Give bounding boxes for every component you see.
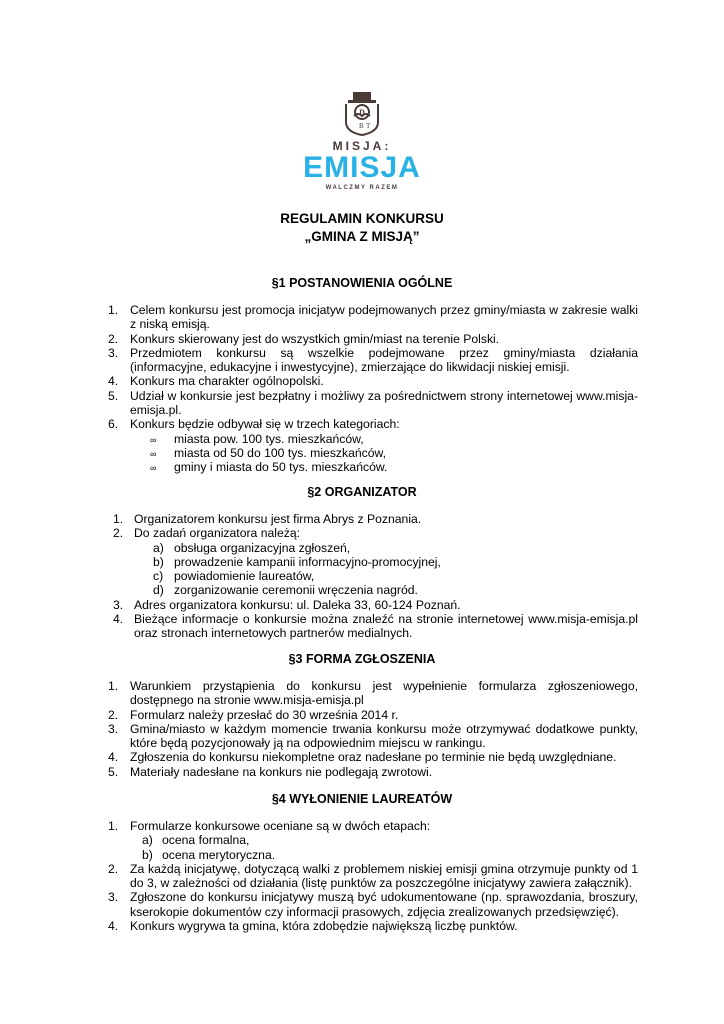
sub-item-mark: b) [153, 554, 164, 569]
list-item [0, 819, 724, 833]
logo-tagline: WALCZMY RAZEM [325, 185, 399, 191]
list-item [0, 512, 724, 526]
infinity-bullet-icon: ∞ [150, 434, 157, 445]
item-text: Konkurs wygrywa ta gmina, która zdobędzie największą liczbę punktów. [130, 919, 518, 934]
title-line-2: „GMINA Z MISJĄ” [304, 229, 420, 244]
sub-item-mark: d) [153, 583, 164, 598]
section-4-list [0, 819, 724, 933]
sub-item-text: ocena merytoryczna. [162, 847, 276, 862]
section-3-list [0, 679, 724, 779]
item-text: Do zadań organizatora należą: [134, 526, 300, 541]
sub-item [0, 541, 724, 555]
list-item [0, 890, 724, 919]
section-4-heading: §4 WYŁONIENIE LAUREATÓW [271, 792, 453, 806]
list-item [0, 612, 724, 641]
category-bullet [0, 446, 724, 460]
item-text: Udział w konkursie jest bezpłatny i możliwy za pośrednictwem strony internetowej www.misja-emisja.pl. [130, 388, 638, 418]
item-text: Warunkiem przystąpienia do konkursu jest wypełnienie formularza zgłoszeniowego, dostępnego na stronie www.misja-emisja.pl [130, 679, 638, 708]
item-number: 6. [108, 417, 119, 432]
item-number: 4. [108, 750, 119, 765]
item-text: Przedmiotem konkursu są wszelkie podejmowane przez gminy/miasta działania (informacyjne, edukacyjne i inwestycyjne), zmierzające do likwidacji niskiej emisji. [130, 345, 638, 375]
logo-top-text: MISJA: [332, 139, 392, 153]
list-item [0, 374, 724, 388]
item-text: Bieżące informacje o konkursie można znaleźć na stronie internetowej www.misja-emisja.pl oraz stronach internetowych partnerów medialnych. [134, 612, 638, 641]
list-item [0, 679, 724, 708]
item-text: Konkurs skierowany jest do wszystkich gmin/miast na terenie Polski. [130, 331, 500, 346]
list-item [0, 332, 724, 346]
item-number: 4. [108, 374, 119, 389]
item-text: Zgłoszenia do konkursu niekompletne oraz nadesłane po terminie nie będą uwzględniane. [130, 750, 617, 765]
item-number: 1. [108, 679, 119, 693]
svg-text:D: D [359, 108, 365, 117]
sub-item-mark: b) [142, 847, 153, 862]
list-item [0, 765, 724, 779]
category-bullet [0, 432, 724, 446]
item-number: 5. [108, 764, 119, 779]
infinity-bullet-icon: ∞ [150, 448, 157, 459]
sub-item-text: zorganizowanie ceremonii wręczenia nagród. [174, 583, 418, 598]
item-text: Konkurs ma charakter ogólnopolski. [130, 374, 324, 389]
sub-item-text: powiadomienie laureatów, [174, 569, 315, 584]
sub-item-mark: a) [142, 833, 153, 848]
section-1-list [0, 303, 724, 475]
sub-item-text: obsługa organizacyjna zgłoszeń, [174, 540, 351, 555]
item-number: 3. [113, 597, 124, 612]
item-number: 3. [108, 345, 119, 360]
section-2-list [0, 512, 724, 641]
item-text: Formularze konkursowe oceniane są w dwóch etapach: [130, 819, 431, 833]
sub-item-mark: a) [153, 540, 164, 555]
infinity-bullet-icon: ∞ [150, 463, 157, 474]
item-text: Gmina/miasto w każdym momencie trwania konkursu może otrzymywać dodatkowe punkty, które będą pozycjonowały ją na odpowiednim miejscu w rankingu. [130, 721, 638, 751]
item-number: 2. [108, 707, 119, 722]
item-text: Celem konkursu jest promocja inicjatyw podejmowanych przez gminy/miasta w zakresie walki z niską emisją. [130, 303, 638, 332]
category-bullet [0, 460, 724, 474]
logo-main-text: EMISJA [303, 151, 421, 184]
sub-item [0, 569, 724, 583]
list-item [0, 303, 724, 332]
item-number: 2. [108, 331, 119, 346]
sub-item-text: ocena formalna, [162, 833, 250, 848]
list-item [0, 346, 724, 375]
list-item [0, 708, 724, 722]
sub-item-text: prowadzenie kampanii informacyjno-promocyjnej, [174, 554, 441, 569]
logo [0, 88, 724, 191]
item-number: 1. [108, 303, 119, 317]
bullet-text: miasta od 50 do 100 tys. mieszkańców, [174, 445, 387, 460]
item-number: 1. [108, 819, 119, 833]
item-number: 5. [108, 388, 119, 403]
bullet-text: gminy i miasta do 50 tys. mieszkańców. [174, 460, 388, 475]
item-number: 2. [108, 861, 119, 876]
item-text: Formularz należy przesłać do 30 września 2014 r. [130, 707, 399, 722]
item-number: 1. [113, 512, 124, 526]
sub-item-mark: c) [153, 569, 164, 584]
item-number: 2. [113, 526, 124, 541]
item-text: Materiały nadesłane na konkurs nie podlegają zwrotowi. [130, 764, 433, 779]
list-item [0, 919, 724, 933]
section-2-heading: §2 ORGANIZATOR [307, 485, 417, 499]
list-item [0, 862, 724, 891]
item-number: 3. [108, 890, 119, 905]
sub-item [0, 833, 724, 847]
item-text: Konkurs będzie odbywał się w trzech kategoriach: [130, 417, 400, 432]
sub-item [0, 583, 724, 597]
item-text: Za każdą inicjatywę, dotyczącą walki z problemem niskiej emisji gmina otrzymuje punkty od 1 do 3, w zależności od działania (listę punktów za poszczególne inicjatywy zawiera załącznik). [130, 861, 638, 891]
list-item [0, 526, 724, 540]
item-number: 4. [113, 612, 124, 627]
list-item [0, 417, 724, 431]
svg-text:B: B [359, 122, 364, 130]
sub-item [0, 555, 724, 569]
title-line-1: REGULAMIN KONKURSU [280, 211, 444, 226]
list-item [0, 750, 724, 764]
list-item [0, 389, 724, 418]
item-number: 3. [108, 721, 119, 736]
item-text: Adres organizatora konkursu: ul. Daleka 33, 60-124 Poznań. [134, 597, 461, 612]
item-text: Zgłoszone do konkursu inicjatywy muszą być udokumentowane (np. sprawozdania, broszury, kserokopie dokumentów czy informacji prasowych, zdjęcia zrealizowanych przedsięwzięć). [130, 890, 638, 919]
sub-item [0, 848, 724, 862]
list-item [0, 598, 724, 612]
svg-text:T: T [366, 122, 371, 130]
item-text: Organizatorem konkursu jest firma Abrys z Poznania. [134, 512, 422, 526]
section-3-heading: §3 FORMA ZGŁOSZENIA [288, 652, 436, 666]
list-item [0, 722, 724, 751]
document-title [0, 210, 724, 246]
bullet-text: miasta pow. 100 tys. mieszkańców, [174, 431, 364, 446]
item-number: 4. [108, 919, 119, 934]
section-1-heading: §1 POSTANOWIENIA OGÓLNE [271, 276, 453, 290]
logo-emblem-icon [342, 88, 382, 136]
